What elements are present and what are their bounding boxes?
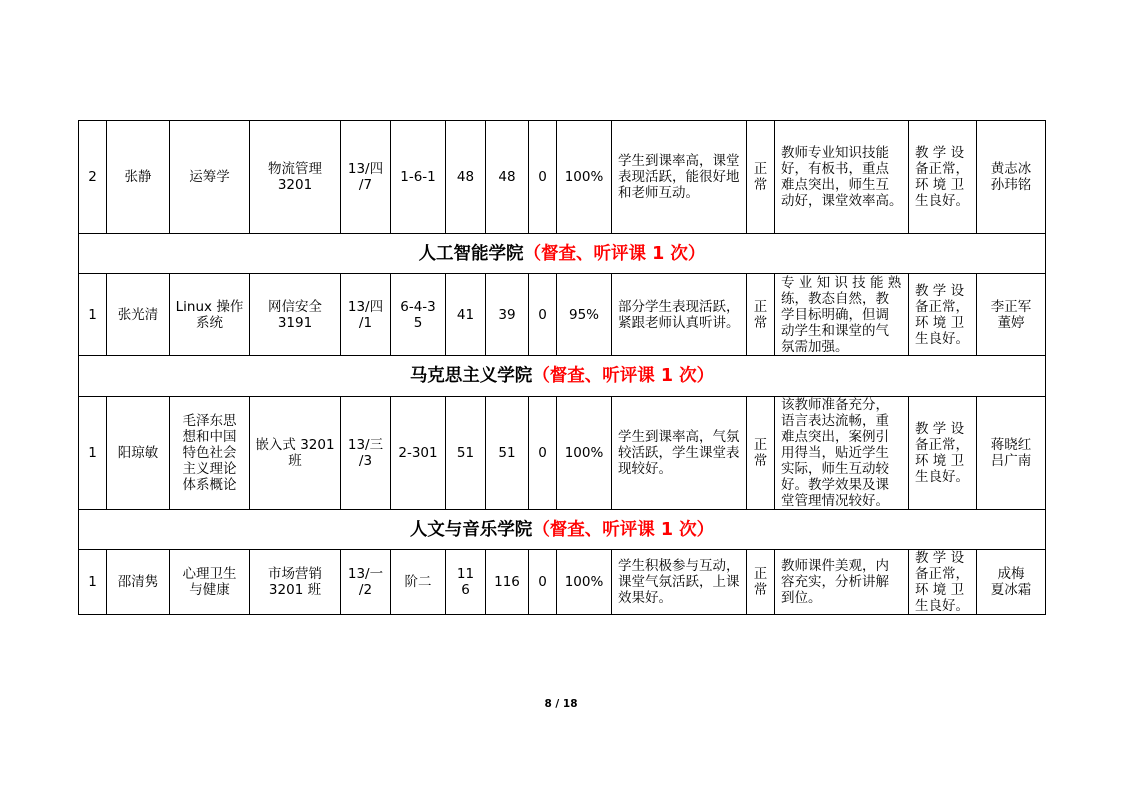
environment-comment: 教 学 设 备正常， 环 境 卫 生良好。 (909, 397, 977, 510)
week-day-period: 13/四 /1 (341, 274, 391, 356)
classroom: 1-6-1 (391, 121, 446, 234)
inspectors: 李正军 董婷 (977, 274, 1046, 356)
college-name: 人工智能学院 (418, 243, 524, 264)
enrolled-count: 11 6 (446, 550, 486, 615)
section-header (79, 356, 1046, 397)
teacher-name: 张静 (107, 121, 170, 234)
inspectors: 蒋晓红 吕广南 (977, 397, 1046, 510)
student-comment: 学生积极参与互动， 课堂气氛活跃，上课 效果好。 (612, 550, 747, 615)
student-comment: 学生到课率高，气氛 较活跃，学生课堂表 现较好。 (612, 397, 747, 510)
inspectors: 成梅 夏冰霜 (977, 550, 1046, 615)
attendance-rate: 100% (557, 121, 612, 234)
attendance-rate: 95% (557, 274, 612, 356)
table-row (79, 121, 1046, 234)
row-number: 1 (79, 397, 107, 510)
absent-count: 0 (529, 397, 557, 510)
enrolled-count: 48 (446, 121, 486, 234)
status-cell: 正 常 (747, 397, 775, 510)
absent-count: 0 (529, 274, 557, 356)
absent-count: 0 (529, 121, 557, 234)
section-header (79, 510, 1046, 550)
week-day-period: 13/一 /2 (341, 550, 391, 615)
enrolled-count: 51 (446, 397, 486, 510)
row-number: 1 (79, 550, 107, 615)
environment-comment: 教 学 设 备正常， 环 境 卫 生良好。 (909, 274, 977, 356)
page-number: 8 / 18 (544, 698, 578, 710)
table-row (79, 274, 1046, 356)
classroom: 阶二 (391, 550, 446, 615)
student-comment: 部分学生表现活跃， 紧跟老师认真听讲。 (612, 274, 747, 356)
row-number: 1 (79, 274, 107, 356)
attendance-rate: 100% (557, 550, 612, 615)
section-title (79, 510, 1046, 550)
status-cell: 正 常 (747, 121, 775, 234)
teacher-name: 张光清 (107, 274, 170, 356)
classroom: 2-301 (391, 397, 446, 510)
class-name: 市场营销 3201 班 (250, 550, 341, 615)
teacher-comment: 该教师准备充分， 语言表达流畅，重 难点突出，案例引 用得当，贴近学生 实际，师生互动较 好。教学效果及课 堂管理情况较好。 (775, 397, 909, 510)
teacher-name: 阳琼敏 (107, 397, 170, 510)
present-count: 51 (486, 397, 529, 510)
table-row (79, 397, 1046, 510)
environment-comment: 教 学 设 备正常， 环 境 卫 生良好。 (909, 550, 977, 615)
row-number: 2 (79, 121, 107, 234)
inspectors: 黄志冰 孙玮铭 (977, 121, 1046, 234)
course-name: 运筹学 (170, 121, 250, 234)
teacher-comment: 教师专业知识技能 好，有板书，重点 难点突出，师生互 动好，课堂效率高。 (775, 121, 909, 234)
table-row (79, 550, 1046, 615)
week-day-period: 13/三 /3 (341, 397, 391, 510)
status-cell: 正 常 (747, 274, 775, 356)
course-name: 毛泽东思 想和中国 特色社会 主义理论 体系概论 (170, 397, 250, 510)
student-comment: 学生到课率高，课堂 表现活跃，能很好地 和老师互动。 (612, 121, 747, 234)
teacher-comment: 专 业 知 识 技 能 熟 练，教态自然，教 学目标明确，但调 动学生和课堂的气 氛需加强。 (775, 274, 909, 356)
present-count: 116 (486, 550, 529, 615)
absent-count: 0 (529, 550, 557, 615)
college-name: 马克思主义学院 (409, 366, 533, 386)
course-name: Linux 操作 系统 (170, 274, 250, 356)
section-note: （督查、听评课 1 次） (532, 519, 715, 540)
college-name: 人文与音乐学院 (409, 519, 533, 540)
inspection-table (78, 120, 1046, 615)
section-note: （督查、听评课 1 次） (523, 243, 706, 264)
attendance-rate: 100% (557, 397, 612, 510)
section-title (79, 234, 1046, 274)
class-name: 物流管理 3201 (250, 121, 341, 234)
section-note: （督查、听评课 1 次） (532, 366, 715, 386)
teacher-name: 邵清隽 (107, 550, 170, 615)
section-title (79, 356, 1046, 397)
classroom: 6-4-3 5 (391, 274, 446, 356)
section-header (79, 234, 1046, 274)
present-count: 48 (486, 121, 529, 234)
week-day-period: 13/四 /7 (341, 121, 391, 234)
class-name: 网信安全 3191 (250, 274, 341, 356)
teacher-comment: 教师课件美观，内 容充实，分析讲解 到位。 (775, 550, 909, 615)
environment-comment: 教 学 设 备正常， 环 境 卫 生良好。 (909, 121, 977, 234)
present-count: 39 (486, 274, 529, 356)
class-name: 嵌入式 3201 班 (250, 397, 341, 510)
course-name: 心理卫生 与健康 (170, 550, 250, 615)
status-cell: 正 常 (747, 550, 775, 615)
enrolled-count: 41 (446, 274, 486, 356)
